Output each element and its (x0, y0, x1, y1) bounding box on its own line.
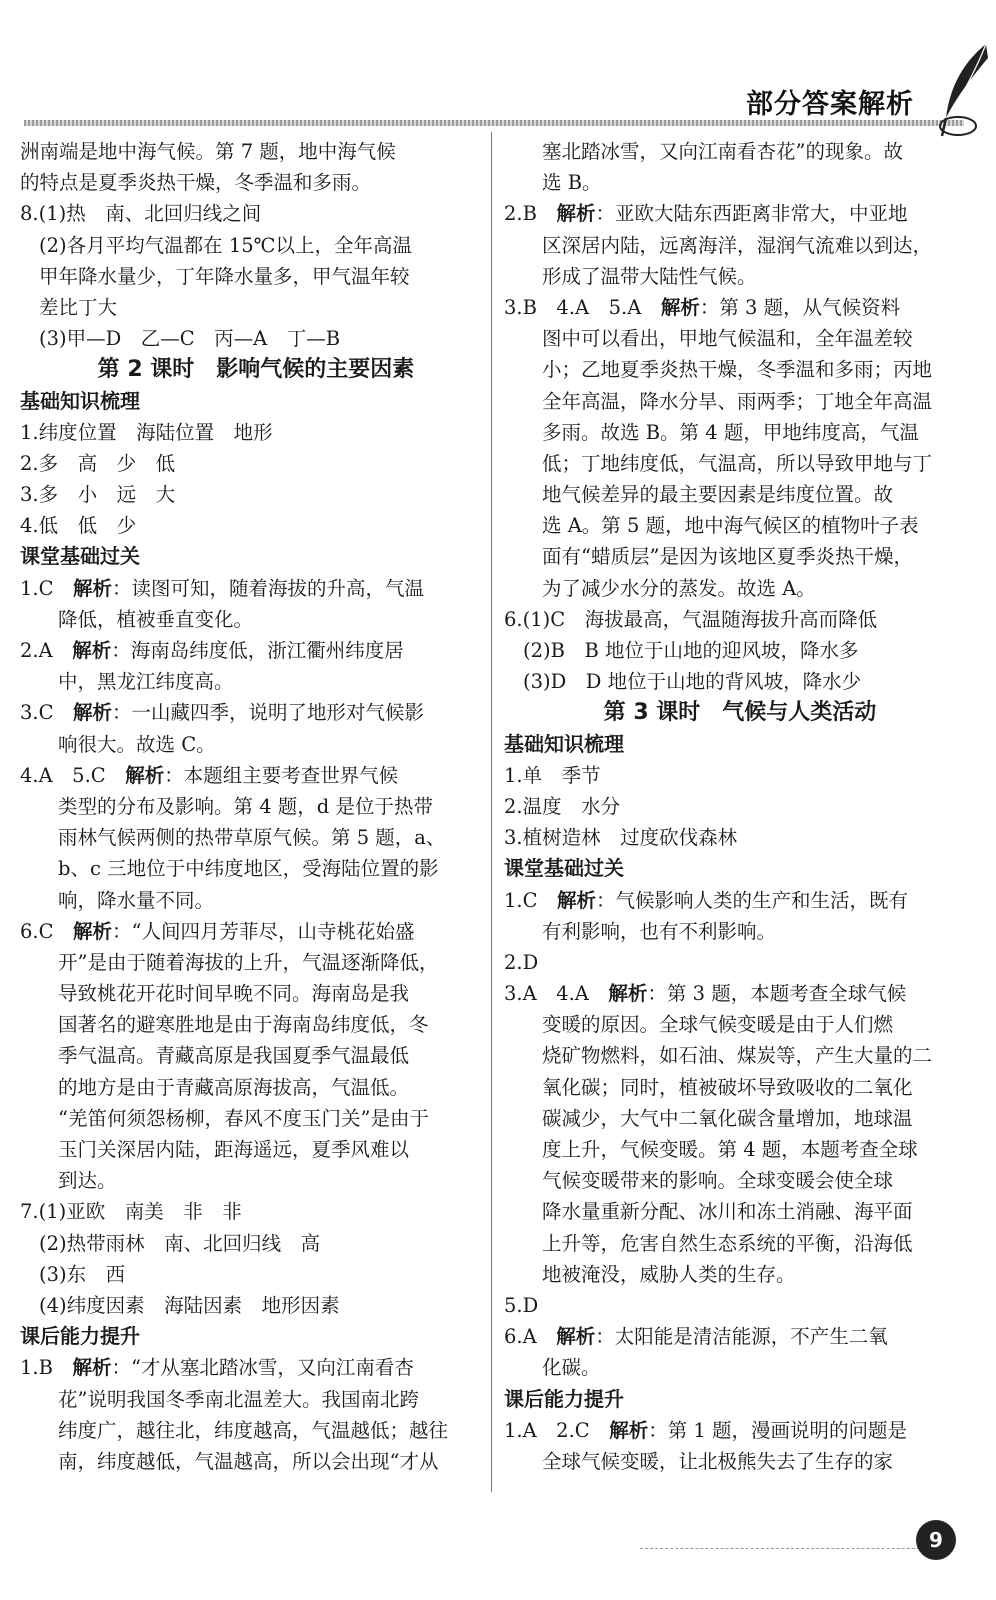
answer-line (504, 1321, 976, 1352)
lesson-title: 第 3 课时 气候与人类活动 (603, 700, 877, 726)
text-line: (2)各月平均气温都在 15℃以上，全年高温 (39, 233, 412, 257)
analysis-label: 解析 (73, 919, 113, 943)
text-line: 有利影响，也有不利影响。 (542, 919, 777, 943)
text-line: 低；丁地纬度低，气温高，所以导致甲地与丁 (542, 451, 933, 475)
analysis-text: ：第 3 题，本题考查全球气候 (647, 982, 907, 1006)
text-line: 度上升，气候变暖。第 4 题，本题考查全球 (542, 1138, 918, 1161)
section-heading: 课堂基础过关 (20, 544, 140, 569)
text-line: 2.温度 水分 (504, 794, 621, 818)
text-line: 化碳。 (542, 1356, 601, 1380)
text-line: “羌笛何须怨杨柳，春风不度玉门关”是由于 (58, 1106, 429, 1130)
answer-line (20, 760, 492, 791)
section-heading: 课后能力提升 (20, 1324, 140, 1349)
text-line: 为了减少水分的蒸发。故选 A。 (542, 576, 816, 600)
answer-key: 1.A 2.C (504, 1418, 610, 1442)
answer-key: 6.C (20, 919, 74, 943)
text-line: 导致桃花开花时间早晚不同。海南岛是我 (58, 982, 410, 1006)
text-line: 选 B。 (542, 171, 602, 195)
analysis-label: 解析 (556, 202, 596, 226)
text-line: 5.D (504, 1293, 539, 1317)
analysis-text: ：一山藏四季，说明了地形对气候影 (112, 701, 425, 725)
text-line: (2)热带雨林 南、北回归线 高 (39, 1231, 321, 1255)
text-line: 图中可以看出，甲地气候温和，全年温差较 (542, 327, 913, 351)
analysis-text: ：亚欧大陆东西距离非常大，中亚地 (595, 202, 908, 226)
text-line: 降低，植被垂直变化。 (58, 607, 254, 631)
right-column (504, 136, 976, 1477)
text-line: 响，降水量不同。 (58, 888, 215, 912)
analysis-label: 解析 (556, 1325, 596, 1349)
answer-line (20, 1352, 492, 1383)
text-line: 洲南端是地中海气候。第 7 题，地中海气候 (20, 140, 396, 163)
answer-line (504, 198, 976, 229)
analysis-text: ：“人间四月芳菲尽，山寺桃花始盛 (112, 919, 415, 943)
text-line: 区深居内陆，远离海洋，湿润气流难以到达， (542, 233, 933, 257)
text-line: 花”说明我国冬季南北温差大。我国南北跨 (58, 1387, 419, 1411)
page-header (0, 0, 996, 146)
section-heading: 课后能力提升 (504, 1386, 624, 1411)
analysis-text: ：海南岛纬度低，浙江衢州纬度居 (111, 639, 404, 662)
text-line: 1.单 季节 (504, 763, 601, 787)
analysis-text: ：第 1 题，漫画说明的问题是 (648, 1418, 908, 1442)
analysis-text: ：“才从塞北踏冰雪，又向江南看杏 (111, 1356, 414, 1380)
text-line: 2.D (504, 950, 539, 974)
answer-line (20, 573, 492, 604)
column-divider (491, 132, 492, 1492)
text-line: 纬度广，越往北，纬度越高，气温越低；越往 (58, 1418, 449, 1442)
text-line: 类型的分布及影响。第 4 题，d 是位于热带 (58, 794, 433, 818)
text-line: 降水量重新分配、冰川和冻土消融、海平面 (542, 1200, 913, 1224)
text-line: 6.(1)C 海拔最高，气温随海拔升高而降低 (504, 607, 878, 631)
analysis-label: 解析 (609, 1418, 649, 1442)
text-line: 季气温高。青藏高原是我国夏季气温最低 (58, 1044, 410, 1068)
text-line: 地气候差异的最主要因素是纬度位置。故 (542, 483, 894, 507)
analysis-text: ：第 3 题，从气候资料 (699, 295, 901, 319)
text-line: 4.低 低 少 (20, 514, 137, 538)
text-line: 多雨。故选 B。第 4 题，甲地纬度高，气温 (542, 420, 919, 444)
text-line: 全球气候变暖，让北极熊失去了生存的家 (542, 1449, 894, 1473)
text-line: 全年高温，降水分旱、雨两季；丁地全年高温 (542, 389, 933, 413)
analysis-text: ：气候影响人类的生产和生活，既有 (596, 888, 909, 912)
text-line: 小；乙地夏季炎热干燥，冬季温和多雨；丙地 (542, 358, 933, 382)
text-line: 7.(1)亚欧 南美 非 非 (20, 1200, 242, 1224)
text-line: 的地方是由于青藏高原海拔高，气温低。 (58, 1075, 410, 1099)
answer-key: 1.C (504, 888, 558, 912)
text-line: 到达。 (58, 1169, 117, 1193)
answer-line (504, 885, 976, 916)
text-line: 3.植树造林 过度砍伐森林 (504, 826, 738, 850)
text-line: 气候变暖带来的影响。全球变暖会使全球 (542, 1169, 894, 1193)
text-line: 差比丁大 (39, 295, 118, 319)
section-heading: 基础知识梳理 (20, 388, 140, 413)
analysis-label: 解析 (72, 639, 112, 662)
text-line: 选 A。第 5 题，地中海气候区的植物叶子表 (542, 514, 919, 538)
text-line: 面有“蜡质层”是因为该地区夏季炎热干燥， (542, 545, 913, 569)
answer-key: 3.B 4.A 5.A (504, 295, 661, 319)
analysis-label: 解析 (73, 576, 113, 600)
text-line: 2.多 高 少 低 (20, 451, 176, 475)
text-line: 响很大。故选 C。 (58, 732, 216, 756)
page-number: 9 (916, 1520, 956, 1560)
analysis-text: ：读图可知，随着海拔的升高，气温 (112, 576, 425, 600)
answer-line (20, 916, 492, 947)
analysis-label: 解析 (557, 888, 597, 912)
answer-key: 4.A 5.C (20, 763, 126, 787)
answer-key: 2.A (20, 639, 73, 662)
answer-key: 6.A (504, 1325, 557, 1349)
answer-key: 1.B (20, 1356, 73, 1380)
analysis-label: 解析 (660, 295, 700, 319)
text-line: 变暖的原因。全球气候变暖是由于人们燃 (542, 1013, 894, 1037)
text-line: 烧矿物燃料，如石油、煤炭等，产生大量的二 (542, 1044, 933, 1068)
analysis-label: 解析 (72, 1356, 112, 1380)
text-line: 塞北踏冰雪，又向江南看杏花”的现象。故 (542, 140, 903, 163)
text-line: 雨林气候两侧的热带草原气候。第 5 题，a、 (58, 826, 446, 850)
answer-key: 3.A 4.A (504, 982, 609, 1006)
answer-line (20, 635, 492, 666)
section-heading: 基础知识梳理 (504, 731, 624, 756)
lesson-title: 第 2 课时 影响气候的主要因素 (97, 357, 415, 383)
text-line: (3)东 西 (39, 1262, 126, 1286)
text-line: 开”是由于随着海拔的上升，气温逐渐降低， (58, 950, 439, 974)
text-line: 地被淹没，威胁人类的生存。 (542, 1262, 796, 1286)
answer-line (504, 978, 976, 1009)
text-line: b、c 三地位于中纬度地区，受海陆位置的影 (58, 857, 439, 881)
analysis-text: ：太阳能是清洁能源，不产生二氧 (595, 1325, 888, 1349)
text-line: 甲年降水量少，丁年降水量多，甲气温年较 (39, 264, 410, 288)
answer-line (20, 697, 492, 728)
text-line: 的特点是夏季炎热干燥，冬季温和多雨。 (20, 171, 372, 195)
text-line: (2)B B 地位于山地的迎风坡，降水多 (523, 639, 859, 662)
analysis-label: 解析 (125, 763, 165, 787)
answer-key: 1.C (20, 576, 74, 600)
text-line: 国著名的避寒胜地是由于海南岛纬度低，冬 (58, 1013, 429, 1037)
text-line: 碳减少，大气中二氧化碳含量增加，地球温 (542, 1106, 913, 1130)
text-line: 上升等，危害自然生态系统的平衡，沿海低 (542, 1231, 913, 1255)
text-line: (4)纬度因素 海陆因素 地形因素 (39, 1293, 340, 1317)
section-heading: 课堂基础过关 (504, 856, 624, 881)
header-title: 部分答案解析 (746, 89, 914, 120)
answer-line (504, 292, 976, 323)
text-line: 8.(1)热 南、北回归线之间 (20, 202, 262, 226)
answer-key: 2.B (504, 202, 557, 226)
text-line: 形成了温带大陆性气候。 (542, 264, 757, 288)
quill-feather-icon (936, 40, 992, 140)
text-line: 玉门关深居内陆，距海遥远，夏季风难以 (58, 1138, 410, 1161)
text-line: 南，纬度越低，气温越高，所以会出现“才从 (58, 1449, 439, 1473)
text-line: 1.纬度位置 海陆位置 地形 (20, 420, 273, 444)
footer-rule (640, 1548, 940, 1550)
text-line: (3)甲—D 乙—C 丙—A 丁—B (39, 327, 341, 351)
analysis-text: ：本题组主要考查世界气候 (164, 763, 399, 787)
text-line: 中，黑龙江纬度高。 (58, 670, 234, 694)
text-line: (3)D D 地位于山地的背风坡，降水少 (523, 670, 862, 694)
left-column (20, 136, 492, 1477)
analysis-label: 解析 (73, 701, 113, 725)
text-line: 氧化碳；同时，植被破坏导致吸收的二氧化 (542, 1075, 913, 1099)
answer-key: 3.C (20, 701, 74, 725)
text-line: 3.多 小 远 大 (20, 483, 176, 507)
analysis-label: 解析 (608, 982, 648, 1006)
answer-line (504, 1415, 976, 1446)
